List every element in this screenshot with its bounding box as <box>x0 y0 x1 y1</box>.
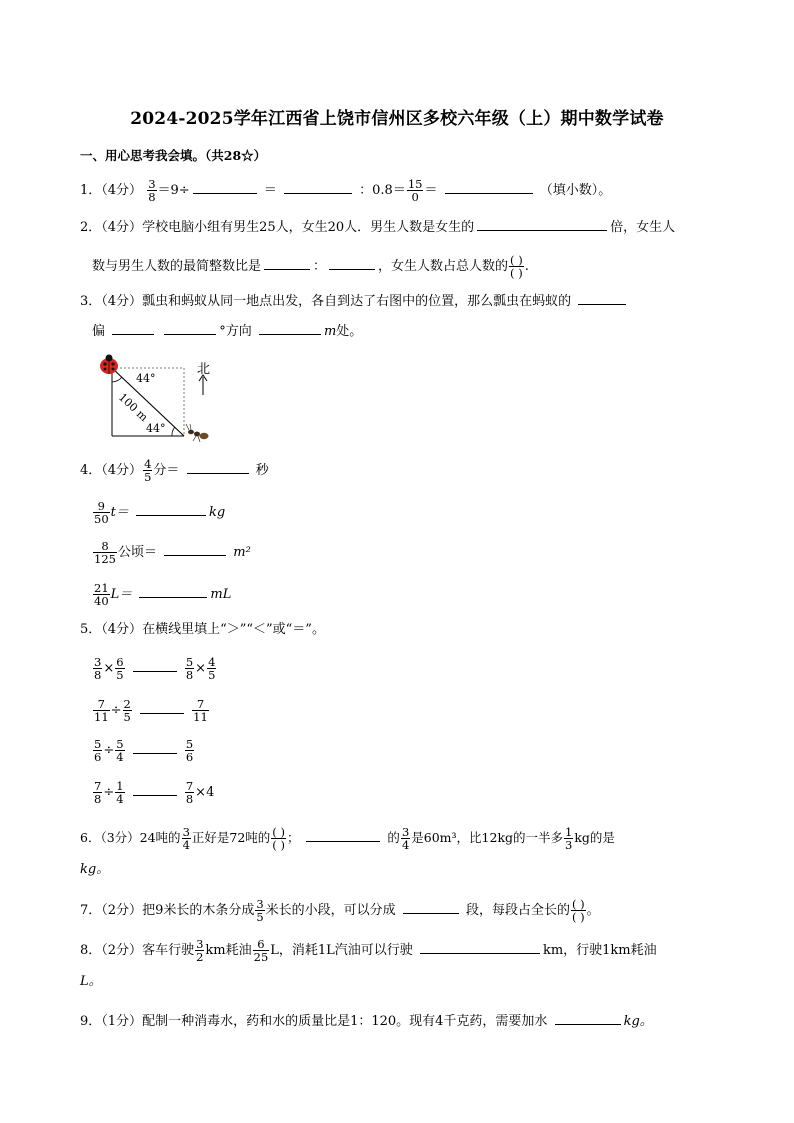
question-4-row-3: $\frac{8}{125}$ 公顷＝ m² <box>94 539 251 566</box>
north-label: 北 <box>197 362 211 377</box>
fraction: $\frac{6}{5}$ <box>116 655 124 682</box>
question-5-row-1: $\frac{3}{8}$ × $\frac{6}{5}$ $\frac{5}{8}$ × $\frac{4}{5}$ <box>94 655 216 682</box>
fraction: $\frac{1}{3}$ <box>565 825 573 852</box>
answer-blank[interactable] <box>259 320 321 335</box>
answer-blank[interactable] <box>139 583 207 598</box>
score: （2分） <box>101 903 143 918</box>
question-8: 8．（2分）客车行驶 $\frac{3}{2}$ km耗油 $\frac{6}{25}$ L，消耗1L汽油可以行驶 km，行驶1km耗油 <box>80 937 657 964</box>
question-number: 4． <box>80 463 102 478</box>
question-3: 3．（4分）瓢虫和蚂蚁从同一地点出发，各自到达了右图中的位置，那么瓢虫在蚂蚁的 <box>80 290 629 312</box>
fraction: $\frac{3}{8}$ <box>94 655 102 682</box>
question-3-line-2: 偏 °方向 m处。 <box>92 320 362 342</box>
page-title: 2024-2025学年江西省上饶市信州区多校六年级（上）期中数学试卷 <box>130 109 664 129</box>
fraction: $\frac{6}{25}$ <box>253 937 269 964</box>
question-number: 5． <box>80 622 102 637</box>
question-number: 7． <box>80 903 102 918</box>
fraction: $\frac{4}{5}$ <box>208 655 216 682</box>
fraction: $\frac{2}{5}$ <box>123 697 131 724</box>
fraction: $\frac{15}{0}$ <box>407 177 423 204</box>
question-number: 3． <box>80 294 102 309</box>
question-4: 4．（4分） $\frac{4}{5}$ 分＝ 秒 <box>80 457 269 484</box>
ladybug-icon <box>100 355 118 375</box>
answer-blank[interactable] <box>164 541 226 556</box>
score: （2分） <box>101 943 143 958</box>
question-number: 8． <box>80 943 102 958</box>
question-number: 1． <box>80 183 102 198</box>
question-5-row-4: $\frac{7}{8}$ ÷ $\frac{1}{4}$ $\frac{7}{8}$ ×4 <box>94 779 215 806</box>
score: （4分） <box>101 294 143 309</box>
north-arrow-icon <box>196 374 210 396</box>
fraction: $\frac{21}{40}$ <box>94 581 109 608</box>
fraction: $\frac{3}{8}$ <box>148 177 156 204</box>
question-2: 2．（4分）学校电脑小组有男生25人，女生20人．男生人数是女生的 倍，女生人 <box>80 216 675 238</box>
fraction: $\frac{8}{125}$ <box>94 539 116 566</box>
question-2-line-2: 数与男生人数的最简整数比是 ： ，女生人数占总人数的 $\frac{( )}{( )}$ . <box>92 253 529 280</box>
angle-label-bottom: 44° <box>146 422 166 435</box>
score: （4分） <box>101 622 143 637</box>
score: （3分） <box>100 830 140 845</box>
fraction: $\frac{3}{4}$ <box>182 825 190 852</box>
fraction: $\frac{3}{4}$ <box>401 825 410 852</box>
fraction: $\frac{7}{11}$ <box>94 697 109 724</box>
answer-blank[interactable] <box>264 255 310 270</box>
section-heading: 一、用心思考我会填。（共28☆） <box>80 148 267 163</box>
answer-blank[interactable] <box>193 179 257 194</box>
answer-blank[interactable] <box>164 320 216 335</box>
answer-blank[interactable] <box>420 939 540 954</box>
score: （4分） <box>101 183 143 198</box>
fraction: $\frac{9}{50}$ <box>94 499 109 526</box>
answer-blank[interactable] <box>555 1010 621 1025</box>
answer-blank[interactable] <box>133 739 177 754</box>
fraction: $\frac{5}{6}$ <box>185 737 194 764</box>
question-8-line-2: L。 <box>80 974 102 989</box>
fraction: $\frac{1}{4}$ <box>116 779 124 806</box>
ant-icon <box>186 424 209 442</box>
answer-blank[interactable] <box>133 657 177 672</box>
question-1: 1．（4分） $\frac{3}{8}$ ＝9÷ ＝ ：0.8＝ $\frac{15}{0}$ ＝ （填小数）。 <box>80 177 612 204</box>
answer-blank[interactable] <box>306 827 380 842</box>
answer-blank[interactable] <box>403 899 459 914</box>
question-number: 2． <box>80 220 102 235</box>
fraction: $\frac{4}{5}$ <box>144 457 152 484</box>
question-5-row-2: $\frac{7}{11}$ ÷ $\frac{2}{5}$ $\frac{7}{11}$ <box>94 697 208 724</box>
fraction: $\frac{3}{2}$ <box>196 937 204 964</box>
fraction: $\frac{7}{11}$ <box>193 697 208 724</box>
question-number: 6． <box>80 830 101 845</box>
question-5: 5．（4分）在横线里填上“＞”“＜”或“＝”。 <box>80 622 325 637</box>
fraction: $\frac{7}{8}$ <box>94 779 102 806</box>
answer-blank[interactable] <box>136 501 206 516</box>
fraction: $\frac{( )}{( )}$ <box>510 253 523 280</box>
answer-blank[interactable] <box>140 699 184 714</box>
fraction: $\frac{5}{8}$ <box>185 655 194 682</box>
answer-blank[interactable] <box>187 459 249 474</box>
question-6-line-2: kg。 <box>80 862 110 877</box>
question-4-row-2: $\frac{9}{50}$ t＝ kg <box>94 499 226 526</box>
distance-label: 100 m <box>115 390 151 425</box>
score: （4分） <box>101 220 143 235</box>
answer-blank[interactable] <box>284 179 352 194</box>
question-9: 9．（1分）配制一种消毒水，药和水的质量比是1：120。现有4千克药，需要加水 kg。 <box>80 1010 653 1032</box>
fraction: $\frac{3}{5}$ <box>256 897 264 924</box>
answer-blank[interactable] <box>329 255 375 270</box>
direction-diagram <box>92 348 232 444</box>
angle-arc-bottom <box>172 427 175 436</box>
score: （1分） <box>101 1014 143 1029</box>
answer-blank[interactable] <box>477 216 607 231</box>
question-number: 9． <box>80 1014 102 1029</box>
question-4-row-4: $\frac{21}{40}$ L＝ mL <box>94 581 232 608</box>
fraction: $\frac{7}{8}$ <box>185 779 194 806</box>
question-7: 7．（2分）把9米长的木条分成 $\frac{3}{5}$ 米长的小段，可以分成 段，每段占全长的 $\frac{( )}{( )}$ 。 <box>80 897 600 924</box>
answer-blank[interactable] <box>112 320 154 335</box>
angle-label-top: 44° <box>136 372 156 385</box>
answer-blank[interactable] <box>133 781 177 796</box>
answer-blank[interactable] <box>578 290 626 305</box>
fraction: $\frac{( )}{( )}$ <box>272 825 285 852</box>
question-6: 6．（3分）24吨的 $\frac{3}{4}$ 正好是72吨的 $\frac{( )}{( )}$ ； 的 $\frac{3}{4}$ 是60m³，比12kg的一半多 $\frac{1}{3}$ kg的是 <box>80 825 615 852</box>
angle-arc-top <box>112 377 122 382</box>
fraction: $\frac{5}{4}$ <box>116 737 124 764</box>
answer-blank[interactable] <box>445 179 533 194</box>
fraction: $\frac{( )}{( )}$ <box>571 897 585 924</box>
score: （4分） <box>101 463 143 478</box>
fraction: $\frac{5}{6}$ <box>94 737 102 764</box>
question-5-row-3: $\frac{5}{6}$ ÷ $\frac{5}{4}$ $\frac{5}{6}$ <box>94 737 194 764</box>
